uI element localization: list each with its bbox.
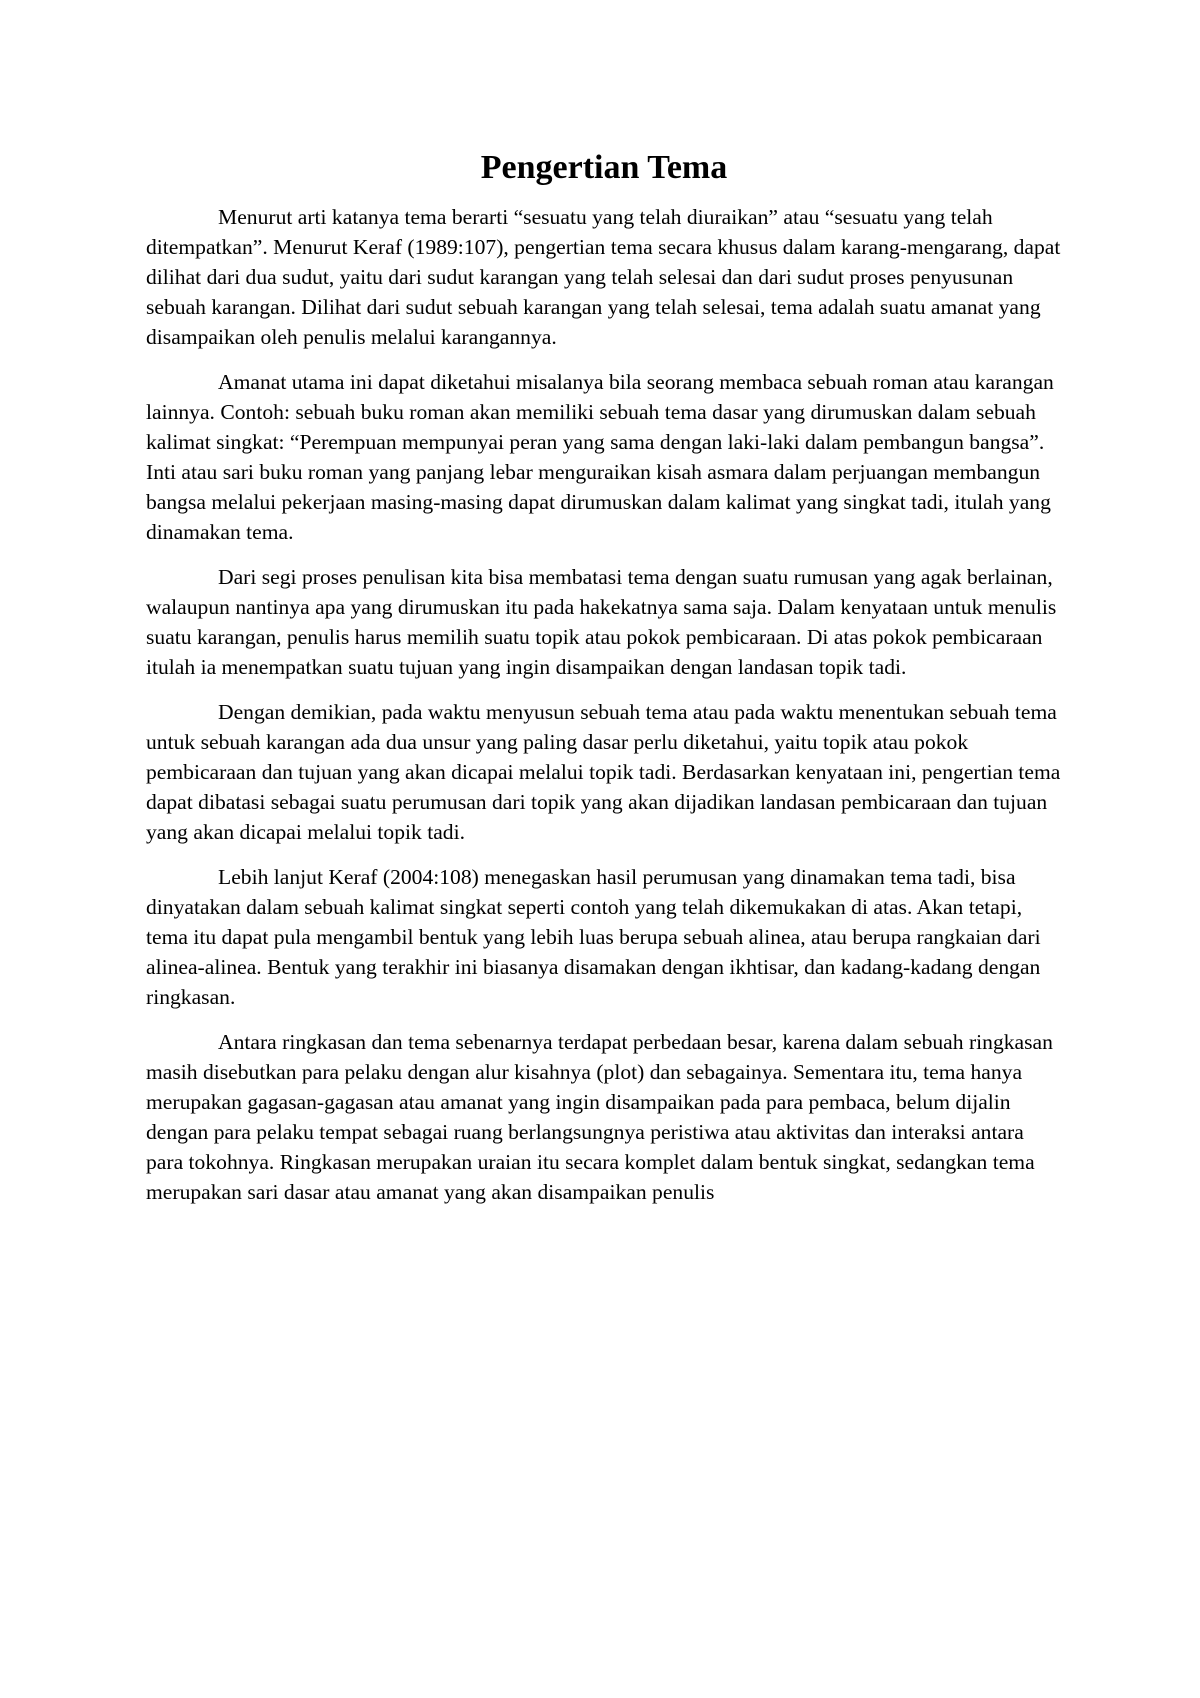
paragraph-5: Lebih lanjut Keraf (2004:108) menegaskan hasil perumusan yang dinamakan tema tadi, bisa dinyatakan dalam sebuah kalimat singkat seperti contoh yang telah dikemukakan di atas. Akan tetapi, tema itu dapat pula mengambil bentuk yang lebih luas berupa sebuah alinea, atau berupa rangkaian dari alinea-alinea. Bentuk yang terakhir ini biasanya disamakan dengan ikhtisar, dan kadang-kadang dengan ringkasan. <box>146 865 1041 1009</box>
paragraph-2: Amanat utama ini dapat diketahui misalanya bila seorang membaca sebuah roman atau karangan lainnya. Contoh: sebuah buku roman akan memiliki sebuah tema dasar yang dirumuskan dalam sebuah kalimat singkat: “Perempuan mempunyai peran yang sama dengan laki-laki dalam pembangun bangsa”. Inti atau sari buku roman yang panjang lebar menguraikan kisah asmara dalam perjuangan membangun bangsa melalui pekerjaan masing-masing dapat dirumuskan dalam kalimat yang singkat tadi, itulah yang dinamakan tema. <box>146 370 1054 544</box>
paragraph-1: Menurut arti katanya tema berarti “sesuatu yang telah diuraikan” atau “sesuatu yang telah ditempatkan”. Menurut Keraf (1989:107), pengertian tema secara khusus dalam karang-mengarang, dapat dilihat dari dua sudut, yaitu dari sudut karangan yang telah selesai dan dari sudut proses penyusunan sebuah karangan. Dilihat dari sudut sebuah karangan yang telah selesai, tema adalah suatu amanat yang disampaikan oleh penulis melalui karangannya. <box>146 205 1061 349</box>
paragraph-4: Dengan demikian, pada waktu menyusun sebuah tema atau pada waktu menentukan sebuah tema untuk sebuah karangan ada dua unsur yang paling dasar perlu diketahui, yaitu topik atau pokok pembicaraan dan tujuan yang akan dicapai melalui topik tadi. Berdasarkan kenyataan ini, pengertian tema dapat dibatasi sebagai suatu perumusan dari topik yang akan dijadikan landasan pembicaraan dan tujuan yang akan dicapai melalui topik tadi. <box>146 700 1061 844</box>
document-title: Pengertian Tema <box>480 149 728 186</box>
paragraph-3: Dari segi proses penulisan kita bisa membatasi tema dengan suatu rumusan yang agak berlainan, walaupun nantinya apa yang dirumuskan itu pada hakekatnya sama saja. Dalam kenyataan untuk menulis suatu karangan, penulis harus memilih suatu topik atau pokok pembicaraan. Di atas pokok pembicaraan itulah ia menempatkan suatu tujuan yang ingin disampaikan dengan landasan topik tadi. <box>146 565 1057 679</box>
paragraph-6: Antara ringkasan dan tema sebenarnya terdapat perbedaan besar, karena dalam sebuah ringkasan masih disebutkan para pelaku dengan alur kisahnya (plot) dan sebagainya. Sementara itu, tema hanya merupakan gagasan-gagasan atau amanat yang ingin disampaikan pada para pembaca, belum dijalin dengan para pelaku tempat sebagai ruang berlangsungnya peristiwa atau aktivitas dan interaksi antara para tokohnya. Ringkasan merupakan uraian itu secara komplet dalam bentuk singkat, sedangkan tema merupakan sari dasar atau amanat yang akan disampaikan penulis <box>146 1030 1053 1204</box>
